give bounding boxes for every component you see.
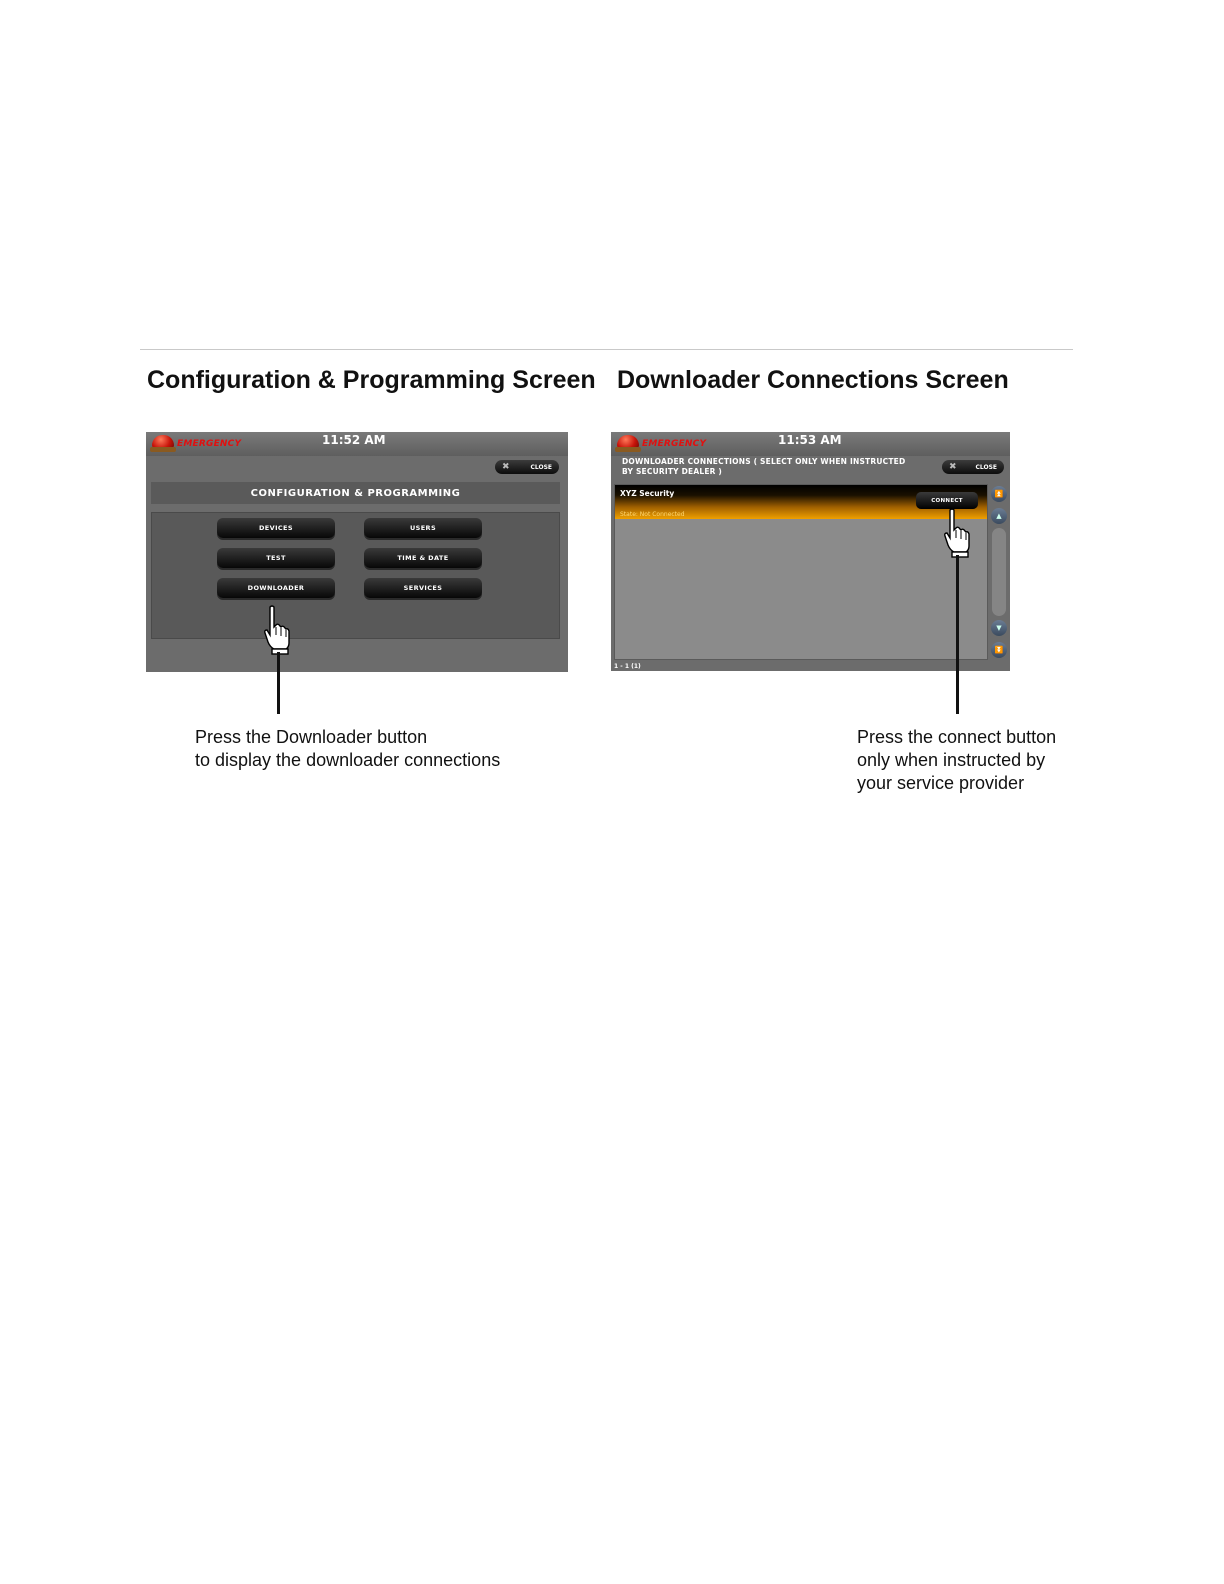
test-button[interactable]: TEST <box>217 548 335 568</box>
connection-status: State: Not Connected <box>620 511 685 518</box>
devices-button[interactable]: DEVICES <box>217 518 335 538</box>
down-icon[interactable]: ▼ <box>991 620 1007 636</box>
right-caption-line-3: your service provider <box>857 773 1025 793</box>
right-caption-line-2: only when instructed by <box>857 750 1046 770</box>
right-caption <box>857 726 1056 795</box>
downloader-connections-heading: Downloader Connections Screen <box>617 366 1009 394</box>
close-button[interactable] <box>942 460 1004 474</box>
screen-header <box>622 457 905 477</box>
connections-list <box>614 484 988 660</box>
screen-title: CONFIGURATION & PROGRAMMING <box>151 482 560 504</box>
close-button[interactable] <box>495 460 559 474</box>
emergency-button[interactable] <box>150 434 241 454</box>
left-callout-line <box>277 652 280 714</box>
left-caption-line-1: Press the Downloader button <box>195 727 428 747</box>
siren-icon <box>150 435 176 453</box>
scroll-track[interactable] <box>992 528 1006 616</box>
double-down-icon[interactable]: ⏬ <box>991 642 1007 658</box>
connection-name: XYZ Security <box>620 489 675 498</box>
left-caption-line-2: to display the downloader connections <box>195 750 501 770</box>
config-programming-heading: Configuration & Programming Screen <box>147 366 596 394</box>
clock: 11:53 AM <box>778 433 842 447</box>
double-up-icon[interactable]: ⏫ <box>991 486 1007 502</box>
header-line-1: DOWNLOADER CONNECTIONS ( SELECT ONLY WHEN INSTRUCTED <box>622 457 906 466</box>
connection-row[interactable] <box>615 485 987 519</box>
emergency-button[interactable] <box>615 434 706 454</box>
close-label: CLOSE <box>975 463 997 471</box>
right-caption-line-1: Press the connect button <box>857 727 1057 747</box>
downloader-button[interactable]: DOWNLOADER <box>217 578 335 598</box>
section-divider <box>140 349 1073 350</box>
header-line-2: BY SECURITY DEALER ) <box>622 467 723 476</box>
scrollbar[interactable] <box>991 486 1007 658</box>
page-indicator: 1 - 1 (1) <box>614 663 641 670</box>
pointing-hand-icon <box>262 605 292 655</box>
close-label: CLOSE <box>530 463 552 471</box>
right-callout-line <box>956 555 959 714</box>
emergency-label: EMERGENCY <box>642 439 707 449</box>
config-programming-screen <box>146 432 568 672</box>
left-caption <box>195 726 500 772</box>
clock: 11:52 AM <box>322 433 386 447</box>
close-icon: ✖ <box>949 462 957 472</box>
services-button[interactable]: SERVICES <box>364 578 482 598</box>
menu-area <box>151 512 560 639</box>
close-icon: ✖ <box>502 462 510 472</box>
users-button[interactable]: USERS <box>364 518 482 538</box>
time-date-button[interactable]: TIME & DATE <box>364 548 482 568</box>
connect-button[interactable]: CONNECT <box>916 492 978 509</box>
emergency-label: EMERGENCY <box>177 439 242 449</box>
pointing-hand-icon <box>942 508 972 558</box>
up-icon[interactable]: ▲ <box>991 508 1007 524</box>
siren-icon <box>615 435 641 453</box>
